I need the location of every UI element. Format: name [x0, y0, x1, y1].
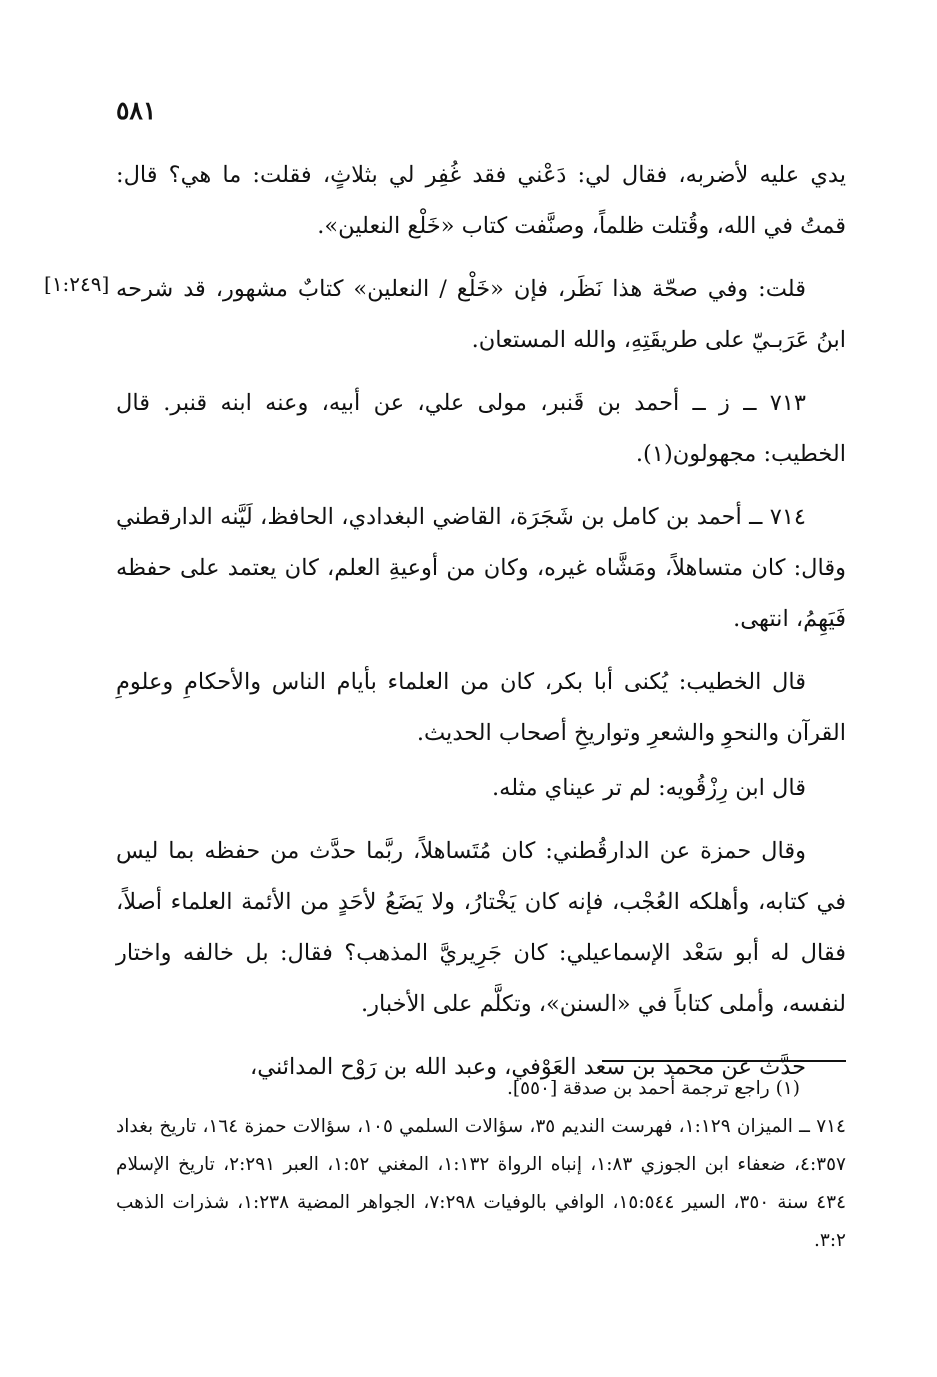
- paragraph: قال الخطيب: يُكنى أبا بكر، كان من العلماء بأيام الناس والأحكامِ وعلومِ القرآن والنحوِ والشعرِ وتواريخِ أصحاب الحديث.: [116, 669, 846, 746]
- paragraph: قلت: وفي صحّة هذا نَظَر، فإن «خَلْع / النعلين» كتابٌ مشهور، قد شرحه ابنُ عَرَبـيّ على طريقَتِهِ، والله المستعان.: [116, 276, 846, 353]
- paragraph: قال ابن رِزْقُويه: لم تر عيناي مثله.: [491, 775, 806, 801]
- footnotes: [116, 1070, 846, 1260]
- page-number: ٥٨١: [116, 96, 157, 125]
- margin-reference-marker: [١:٢٤٩]: [44, 272, 110, 296]
- footnote-divider: [602, 1060, 846, 1062]
- footnote-sources: ٧١٤ ــ الميزان ١:١٢٩، فهرست النديم ٣٥، سؤالات السلمي ١٠٥، سؤالات حمزة ١٦٤، تاريخ بغداد ٤:٣٥٧، ضعفاء ابن الجوزي ١:٨٣، إنباه الرواة ١:١٣٢، المغني ١:٥٢، العبر ٢:٢٩١، تاريخ الإسلام ٤٣٤ سنة ٣٥٠، السير ١٥:٥٤٤، الوافي بالوفيات ٧:٢٩٨، الجواهر المضية ١:٢٣٨، شذرات الذهب ٣:٢.: [116, 1116, 847, 1251]
- paragraph: حدَّث عن محمد بن سعد العَوْفي، وعبد الله بن رَوْح المدائني،: [249, 1054, 806, 1080]
- main-text: [116, 150, 846, 1105]
- paragraph: يدي عليه لأضربه، فقال لي: دَعْني فقد غُفِر لي بثلاثٍ، فقلت: ما هي؟ قال: قمتُ في الله، وقُتلت ظلماً، وصنَّفت كتاب «خَلْع النعلين».: [116, 162, 846, 239]
- entry-713: ٧١٣ ــ ز ــ أحمد بن قَنبر، مولى علي، عن أبيه، وعنه ابنه قنبر. قال الخطيب: مجهولون(١).: [116, 390, 846, 467]
- footnote-1: (١) راجع ترجمة أحمد بن صدقة [٥٥٠].: [507, 1078, 800, 1099]
- entry-714: ٧١٤ ــ أحمد بن كامل بن شَجَرَة، القاضي البغدادي، الحافظ، لَيَّنه الدارقطني وقال: كان متساهلاً، ومَشَّاه غيره، وكان من أوعيةِ العلم، كان يعتمد على حفظه فَيَهِمُ، انتهى.: [116, 504, 846, 632]
- paragraph: وقال حمزة عن الدارقُطني: كان مُتَساهلاً، ربَّما حدَّث من حفظه بما ليس في كتابه، وأهلكه العُجْب، فإنه كان يَخْتارُ، ولا يَضَعُ لأحَدٍ من الأئمة العلماء أصلاً، فقال له أبو سَعْد الإسماعيلي: كان جَرِيريَّ المذهب؟ فقال: بل خالفه واختار لنفسه، وأملى كتاباً في «السنن»، وتكلَّم على الأخبار.: [116, 838, 846, 1017]
